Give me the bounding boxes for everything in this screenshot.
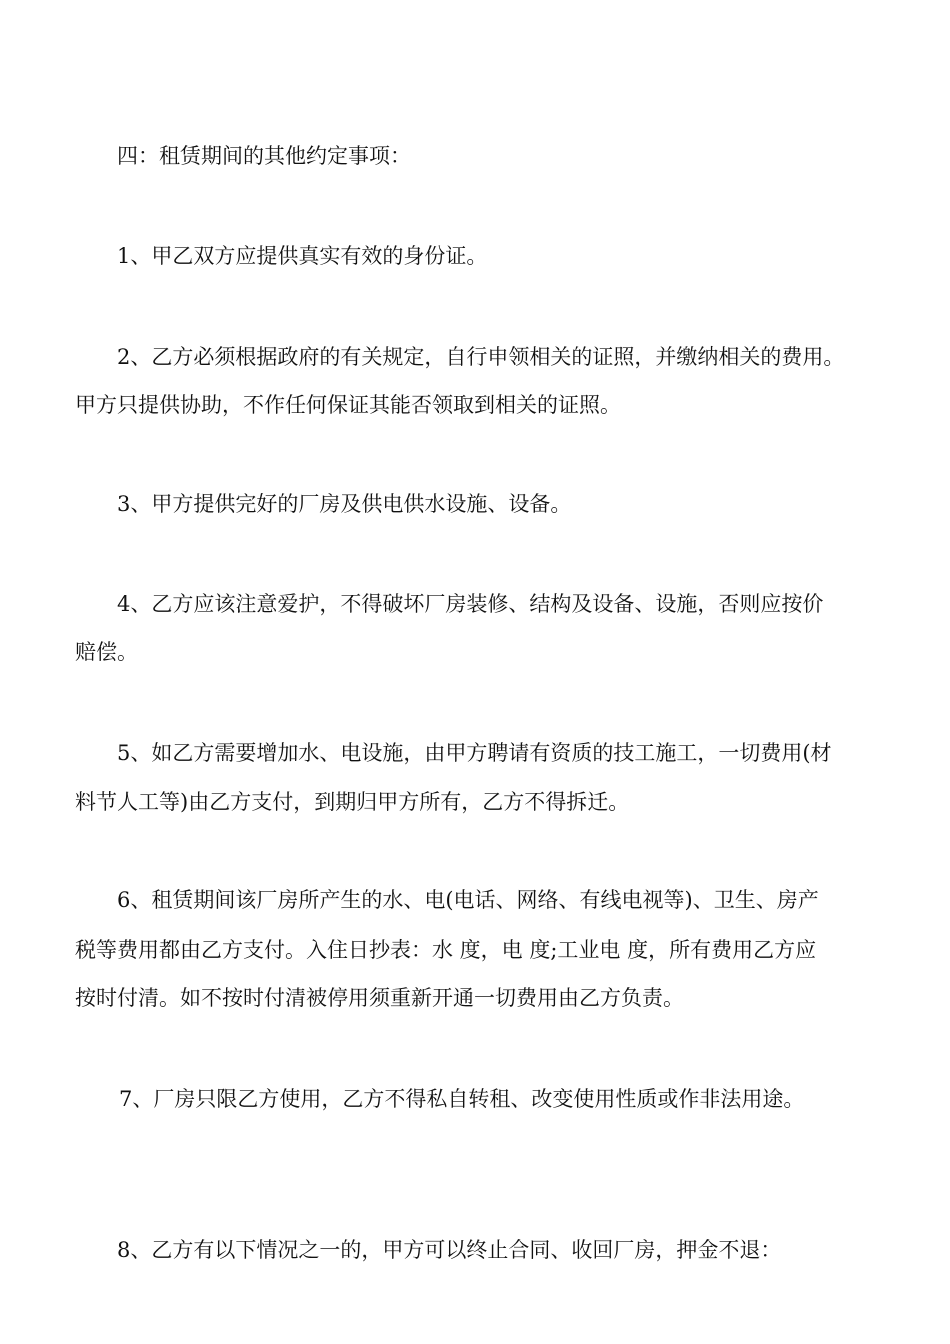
clause-line: 税等费用都由乙方支付。入住日抄表：水 度，电 度;工业电 度，所有费用乙方应 [75,938,817,962]
section-heading [75,140,885,212]
clause-2 [75,341,885,437]
clause-line: 3、甲方提供完好的厂房及供电供水设施、设备。 [117,492,572,516]
clause-line: 7、厂房只限乙方使用，乙方不得私自转租、改变使用性质或作非法用途。 [119,1087,805,1111]
clause-line: 2、乙方必须根据政府的有关规定，自行申领相关的证照，并缴纳相关的费用。 [117,345,845,369]
heading-text: 四：租赁期间的其他约定事项： [117,144,411,168]
clause-line: 5、如乙方需要增加水、电设施，由甲方聘请有资质的技工施工，一切费用(材 [117,741,832,765]
clause-5 [75,737,885,833]
clause-7 [75,1083,885,1155]
clause-line: 按时付清。如不按时付清被停用须重新开通一切费用由乙方负责。 [75,986,684,1010]
clause-4 [75,588,885,684]
clause-1 [75,240,885,312]
clause-6 [75,884,885,1010]
clause-line: 1、甲乙双方应提供真实有效的身份证。 [117,244,488,268]
clause-line: 6、租赁期间该厂房所产生的水、电(电话、网络、有线电视等)、卫生、房产 [117,888,819,912]
clause-line: 8、乙方有以下情况之一的，甲方可以终止合同、收回厂房，押金不退： [117,1238,782,1262]
clause-8 [75,1234,885,1306]
clause-line: 甲方只提供协助，不作任何保证其能否领取到相关的证照。 [75,393,621,417]
clause-line: 料节人工等)由乙方支付，到期归甲方所有，乙方不得拆迁。 [75,790,630,814]
clause-line: 赔偿。 [75,640,138,664]
clause-line: 4、乙方应该注意爱护，不得破坏厂房装修、结构及设备、设施，否则应按价 [117,592,824,616]
clause-3 [75,488,885,560]
